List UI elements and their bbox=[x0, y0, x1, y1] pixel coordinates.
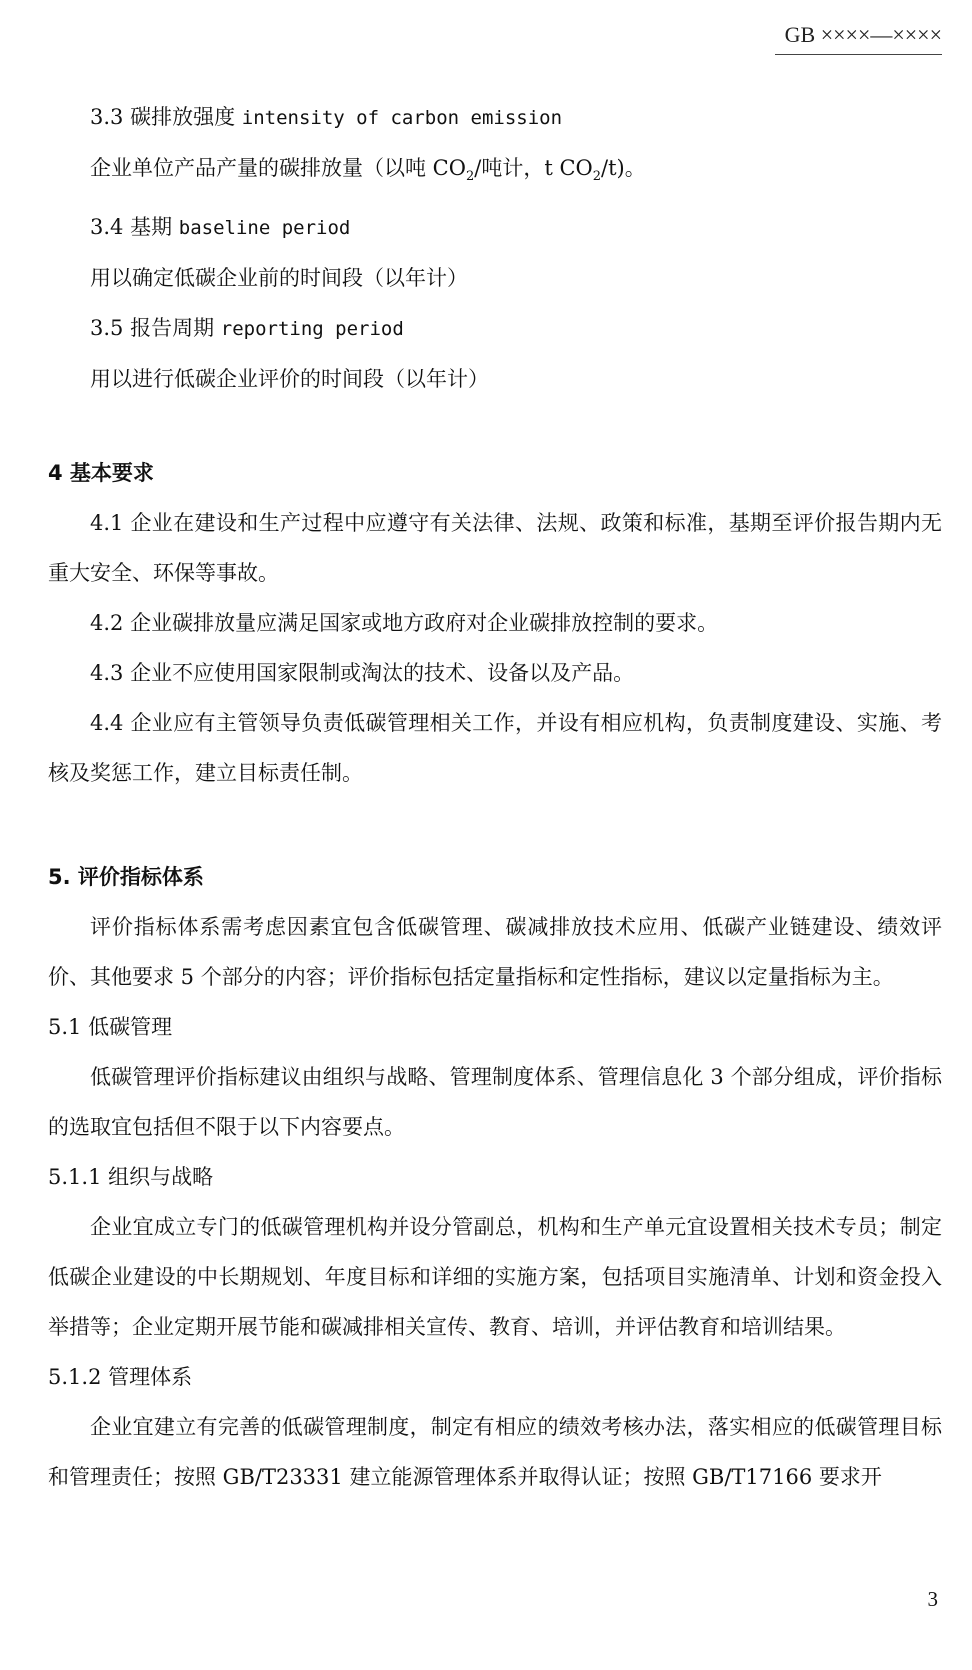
clause-4-3: 4.3 企业不应使用国家限制或淘汰的技术、设备以及产品。 bbox=[90, 661, 635, 686]
section-5-intro: 评价指标体系需考虑因素宜包含低碳管理、碳减排放技术应用、低碳产业链建设、绩效评价、其他要求 5 个部分的内容；评价指标包括定量指标和定性指标，建议以定量指标为主。 bbox=[48, 915, 942, 990]
document-code-header: GB ××××—×××× bbox=[775, 22, 942, 55]
term-3-3-title bbox=[48, 92, 942, 143]
section-5-1-1-title: 5.1.1 组织与战略 bbox=[48, 1165, 214, 1190]
section-5-heading: 5. 评价指标体系 bbox=[48, 865, 204, 890]
clause-4-1: 4.1 企业在建设和生产过程中应遵守有关法律、法规、政策和标准，基期至评价报告期内无重大安全、环保等事故。 bbox=[48, 511, 942, 586]
term-3-5-en: reporting period bbox=[220, 318, 404, 341]
term-3-5-cn: 3.5 报告周期 bbox=[90, 316, 215, 341]
section-4-heading: 4 基本要求 bbox=[48, 461, 154, 486]
term-3-3-definition bbox=[48, 143, 942, 202]
section-5-1-2-title: 5.1.2 管理体系 bbox=[48, 1365, 193, 1390]
clause-4-2: 4.2 企业碳排放量应满足国家或地方政府对企业碳排放控制的要求。 bbox=[90, 611, 719, 636]
def-part-a: 企业单位产品产量的碳排放量（以吨 CO bbox=[90, 156, 466, 180]
term-3-3-cn: 3.3 碳排放强度 bbox=[90, 105, 236, 129]
term-3-4-definition: 用以确定低碳企业前的时间段（以年计） bbox=[90, 266, 468, 291]
term-3-4-en: baseline period bbox=[178, 217, 351, 240]
def-part-c: /t)。 bbox=[601, 156, 646, 180]
term-3-5-title bbox=[48, 303, 942, 354]
def-subscript-2: 2 bbox=[592, 169, 602, 185]
term-3-3-en: intensity of carbon emission bbox=[241, 107, 563, 129]
def-part-b: /吨计，t CO bbox=[474, 156, 593, 180]
section-5-1-2-text: 企业宜建立有完善的低碳管理制度，制定有相应的绩效考核办法，落实相应的低碳管理目标和管理责任；按照 GB/T23331 建立能源管理体系并取得认证；按照 GB/T17166 要求开 bbox=[48, 1415, 942, 1490]
def-subscript-1: 2 bbox=[465, 169, 475, 185]
page-content bbox=[48, 92, 942, 1502]
section-5-1-title: 5.1 低碳管理 bbox=[48, 1015, 173, 1040]
section-5-1-text: 低碳管理评价指标建议由组织与战略、管理制度体系、管理信息化 3 个部分组成，评价指标的选取宜包括但不限于以下内容要点。 bbox=[48, 1065, 942, 1140]
clause-4-4: 4.4 企业应有主管领导负责低碳管理相关工作，并设有相应机构，负责制度建设、实施、考核及奖惩工作，建立目标责任制。 bbox=[48, 711, 942, 786]
term-3-5-definition: 用以进行低碳企业评价的时间段（以年计） bbox=[90, 367, 489, 392]
term-3-4-cn: 3.4 基期 bbox=[90, 215, 173, 240]
term-3-4-title bbox=[48, 202, 942, 253]
section-5-1-1-text: 企业宜成立专门的低碳管理机构并设分管副总，机构和生产单元宜设置相关技术专员；制定低碳企业建设的中长期规划、年度目标和详细的实施方案，包括项目实施清单、计划和资金投入举措等；企业定期开展节能和碳减排相关宣传、教育、培训，并评估教育和培训结果。 bbox=[48, 1215, 942, 1340]
page-number: 3 bbox=[927, 1587, 938, 1611]
